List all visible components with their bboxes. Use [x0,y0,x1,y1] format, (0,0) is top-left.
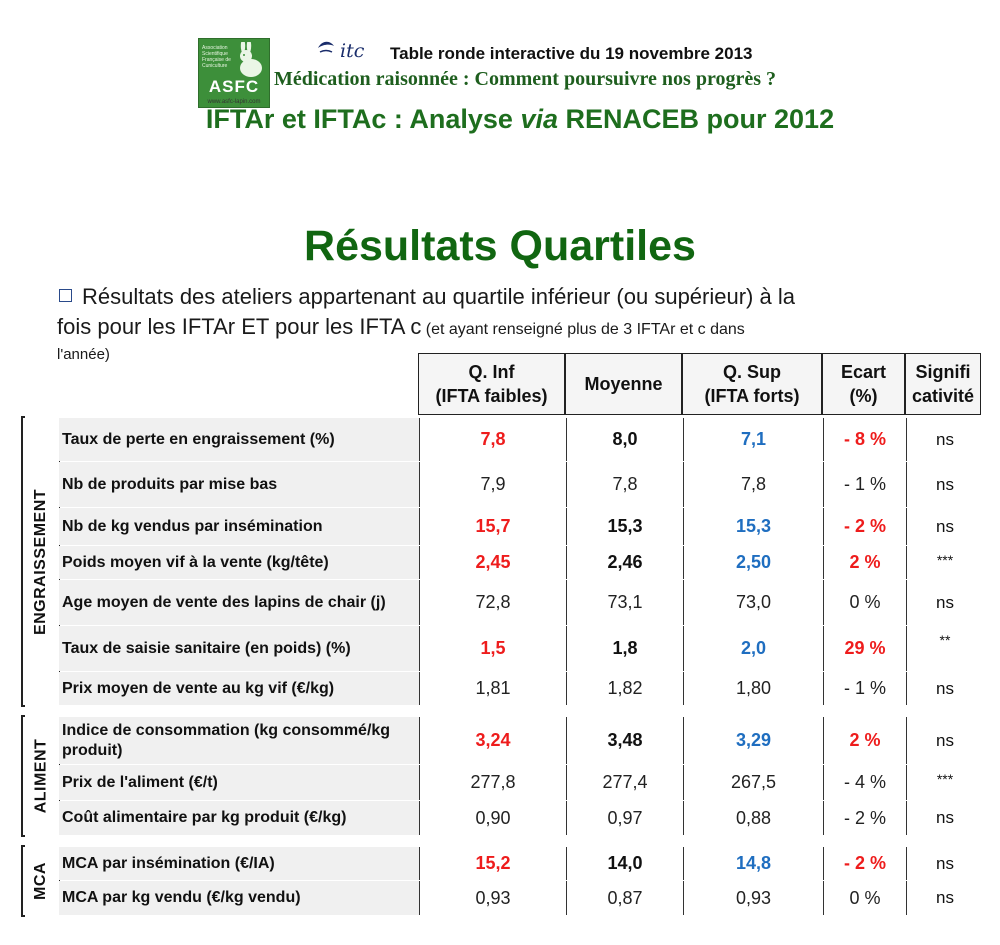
intro-line-2-note: (et ayant renseigné plus de 3 IFTAr et c dans [421,321,745,338]
cell-moyenne: 73,1 [567,580,684,625]
col-header-q-inf [418,353,565,415]
section-label-aliment [23,717,60,835]
cell-significativite: *** [936,552,954,568]
row-label: MCA par kg vendu (€/kg vendu) [59,881,420,915]
cell-ecart: 2 % [824,717,907,764]
cell-ecart: 29 % [824,626,907,671]
cell-ecart: - 1 % [824,672,907,705]
col-header-ecart [822,353,905,415]
cell-q-sup: 73,0 [684,580,824,625]
cell-significativite: ns [936,808,954,827]
event-title: Table ronde interactive du 19 novembre 2013 [390,44,753,63]
cell-ecart: - 2 % [824,847,907,880]
cell-significativite: ns [936,853,954,873]
cell-q-sup: 3,29 [684,717,824,764]
cell-ecart: - 1 % [824,462,907,507]
cell-q-inf: 72,8 [420,580,567,625]
cell-q-sup: 7,8 [684,462,824,507]
cell-moyenne: 1,82 [567,672,684,705]
col-header-q-inf-2: (IFTA faibles) [435,386,548,406]
cell-ecart: 2 % [824,546,907,579]
cell-moyenne: 277,4 [567,765,684,800]
row-label: Taux de perte en engraissement (%) [59,418,420,461]
row-label: Poids moyen vif à la vente (kg/tête) [59,546,420,579]
cell-moyenne: 3,48 [567,717,684,764]
section-label-engraissement [23,418,60,705]
cell-moyenne: 0,97 [567,801,684,835]
col-header-moyenne [565,353,682,415]
cell-q-inf: 2,45 [420,546,567,579]
row-label: Prix moyen de vente au kg vif (€/kg) [59,672,420,705]
row-label: MCA par insémination (€/IA) [59,847,420,880]
header-title-post: RENACEB pour 2012 [558,104,835,134]
section-aliment [21,715,954,837]
col-header-q-sup-2: (IFTA forts) [704,386,800,406]
cell-ecart: - 2 % [824,801,907,835]
slide-header-title [0,104,1000,135]
cell-significativite: ns [936,678,954,698]
section-engraissement [21,416,954,707]
logo-text: ASFC [208,77,260,96]
section-label-mca-text: MCA [32,862,49,900]
cell-moyenne: 14,0 [567,847,684,880]
cell-q-sup: 0,88 [684,801,824,835]
cell-significativite: ns [936,730,954,750]
row-label: Age moyen de vente des lapins de chair (j) [59,580,420,625]
intro-line-2-text: fois pour les IFTAr ET pour les IFTA c [57,314,422,339]
cell-moyenne: 7,8 [567,462,684,507]
cell-moyenne: 1,8 [567,626,684,671]
row-label: Nb de produits par mise bas [59,462,420,507]
col-header-moyenne-text: Moyenne [584,374,663,394]
cell-q-inf: 7,8 [420,418,567,461]
cell-significativite: ns [936,474,954,494]
cell-significativite: ns [936,516,954,536]
page-title: Résultats Quartiles [304,222,696,270]
col-header-ecart-1: Ecart [840,362,887,382]
cell-q-inf: 1,81 [420,672,567,705]
col-header-sig-1: Signifi [915,362,971,382]
col-header-significativite [905,353,981,415]
cell-ecart: 0 % [824,881,907,915]
asfc-logo [198,38,270,108]
col-header-q-sup-1: Q. Sup [723,362,781,382]
event-subtitle: Médication raisonnée : Comment poursuivre nos progrès ? [274,68,777,90]
cell-moyenne: 0,87 [567,881,684,915]
col-header-sig-2: cativité [911,386,975,406]
cell-moyenne: 2,46 [567,546,684,579]
header-title-italic: via [520,104,559,134]
rabbit-icon [233,42,265,78]
intro-line-2 [57,312,937,345]
itc-logo-text: itc [340,40,365,62]
cell-q-inf: 0,90 [420,801,567,835]
cell-q-sup: 267,5 [684,765,824,800]
cell-q-sup: 1,80 [684,672,824,705]
section-mca [21,845,954,917]
logo-url: www.asfc-lapin.com [207,99,261,105]
row-label: Indice de consommation (kg consommé/kg produit) [59,717,420,764]
row-label: Taux de saisie sanitaire (en poids) (%) [59,626,420,671]
cell-q-inf: 0,93 [420,881,567,915]
cell-significativite: ns [936,429,954,449]
cell-q-inf: 15,2 [420,847,567,880]
row-label: Coût alimentaire par kg produit (€/kg) [59,801,420,835]
cell-q-inf: 15,7 [420,508,567,545]
section-label-aliment-text: ALIMENT [32,738,50,814]
cell-q-sup: 14,8 [684,847,824,880]
cell-q-inf: 3,24 [420,717,567,764]
cell-q-inf: 7,9 [420,462,567,507]
cell-significativite: ns [936,592,954,612]
cell-significativite: ns [936,888,954,907]
section-label-mca [23,847,60,915]
row-label: Prix de l'aliment (€/t) [59,765,420,800]
cell-significativite: ** [939,632,951,648]
col-header-q-sup [682,353,822,415]
header-title-pre: IFTAr et IFTAc : Analyse [205,104,521,134]
cell-ecart: - 4 % [824,765,907,800]
intro-line-3: l'année) [57,346,110,363]
cell-q-inf: 1,5 [420,626,567,671]
cell-ecart: 0 % [824,580,907,625]
cell-significativite: *** [936,771,954,787]
col-header-q-inf-1: Q. Inf [468,362,515,382]
cell-moyenne: 15,3 [567,508,684,545]
col-header-ecart-2: (%) [849,386,878,406]
section-label-engraissement-text: ENGRAISSEMENT [32,488,50,635]
cell-q-inf: 277,8 [420,765,567,800]
cell-q-sup: 2,50 [684,546,824,579]
cell-q-sup: 0,93 [684,881,824,915]
cell-ecart: - 2 % [824,508,907,545]
cell-q-sup: 2,0 [684,626,824,671]
row-label: Nb de kg vendus par insémination [59,508,420,545]
intro-line-1 [57,282,937,312]
cell-moyenne: 8,0 [567,418,684,461]
cell-q-sup: 15,3 [684,508,824,545]
cell-ecart: - 8 % [824,418,907,461]
intro-line-1-text: Résultats des ateliers appartenant au quartile inférieur (ou supérieur) à la [82,284,795,309]
logo-small-text: Association Scientifique Française de Cuniculture [202,45,231,69]
checkbox-bullet-icon [59,289,72,302]
cell-q-sup: 7,1 [684,418,824,461]
